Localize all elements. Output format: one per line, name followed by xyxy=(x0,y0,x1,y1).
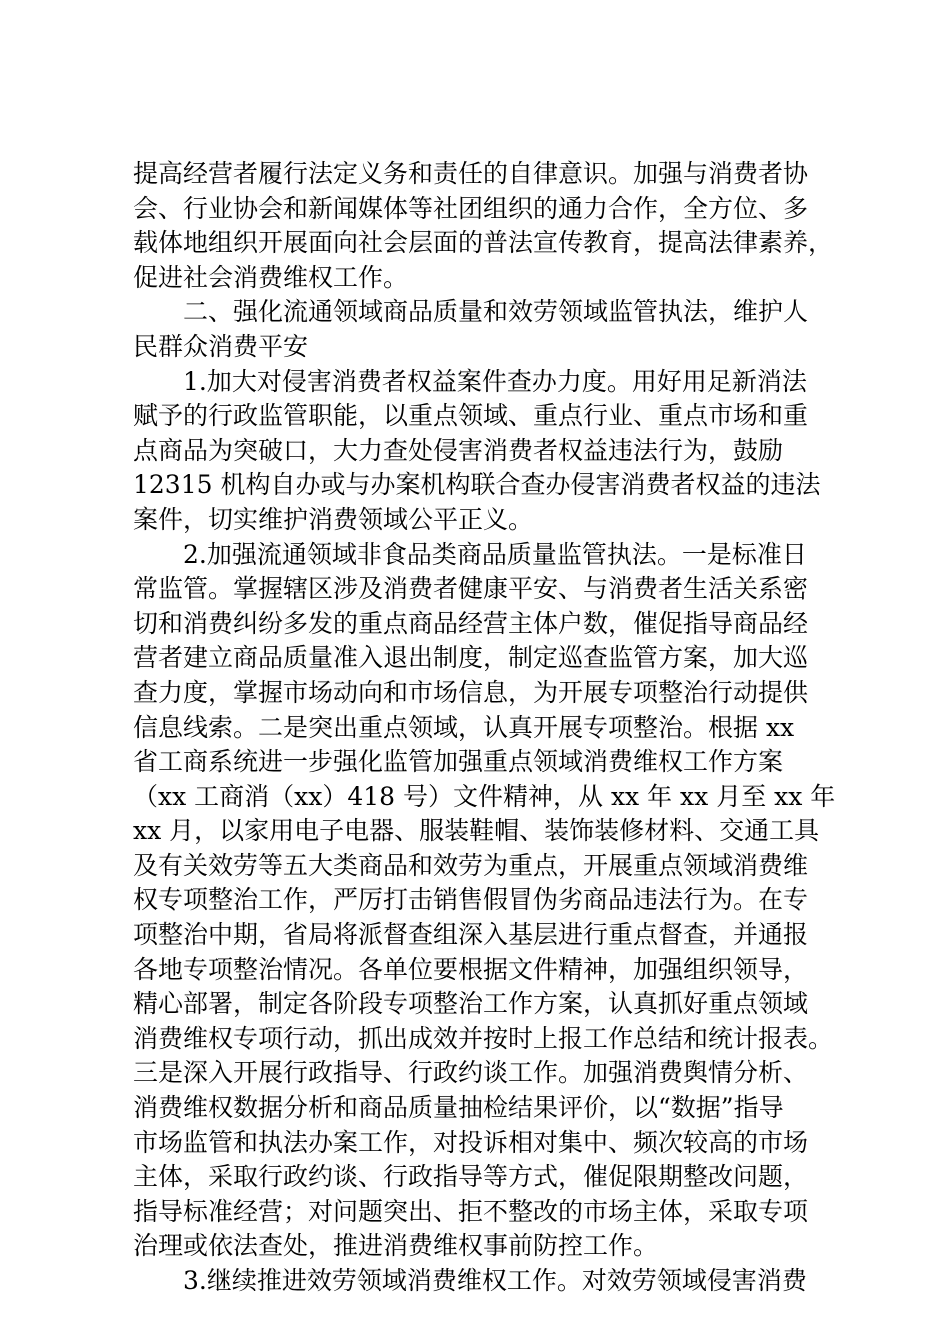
text-line: 营者建立商品质量准入退出制度，制定巡查监管方案，加大巡 xyxy=(133,643,809,673)
text-line: xx 月，以家用电子电器、服装鞋帽、装饰装修材料、交通工具 xyxy=(133,816,820,846)
text-line: 消费维权数据分析和商品质量抽检结果评价，以“数据”指导 xyxy=(133,1093,784,1123)
text-line: 促进社会消费维权工作。 xyxy=(133,262,409,292)
text-line: 会、行业协会和新闻媒体等社团组织的通力合作，全方位、多 xyxy=(133,193,809,223)
text-line: 案件，切实维护消费领域公平正义。 xyxy=(133,504,534,534)
text-line: 2.加强流通领域非食品类商品质量监管执法。一是标准日 xyxy=(183,539,807,569)
text-line: 常监管。掌握辖区涉及消费者健康平安、与消费者生活关系密 xyxy=(133,574,809,604)
text-line: （xx 工商消（xx）418 号）文件精神，从 xx 年 xx 月至 xx 年 xyxy=(133,781,836,811)
text-line: 二、强化流通领域商品质量和效劳领域监管执法，维护人 xyxy=(183,297,809,327)
text-line: 12315 机构自办或与办案机构联合查办侵害消费者权益的违法 xyxy=(133,470,821,500)
text-line: 民群众消费平安 xyxy=(133,331,309,361)
text-line: 提高经营者履行法定义务和责任的自律意识。加强与消费者协 xyxy=(133,159,809,188)
text-line: 点商品为突破口，大力查处侵害消费者权益违法行为，鼓励 xyxy=(133,435,784,465)
text-line: 赋予的行政监管职能，以重点领域、重点行业、重点市场和重 xyxy=(133,401,809,431)
text-line: 及有关效劳等五大类商品和效劳为重点，开展重点领域消费维 xyxy=(133,850,809,880)
text-line: 查力度，掌握市场动向和市场信息，为开展专项整治行动提供 xyxy=(133,677,809,707)
text-line: 消费维权专项行动，抓出成效并按时上报工作总结和统计报表。 xyxy=(133,1023,834,1053)
text-line: 各地专项整治情况。各单位要根据文件精神，加强组织领导， xyxy=(133,954,809,984)
text-line: 治理或依法查处，推进消费维权事前防控工作。 xyxy=(133,1231,659,1261)
text-line: 精心部署，制定各阶段专项整治工作方案，认真抓好重点领域 xyxy=(133,989,809,1019)
text-line: 指导标准经营；对问题突出、拒不整改的市场主体，采取专项 xyxy=(133,1196,809,1226)
text-line: 权专项整治工作，严厉打击销售假冒伪劣商品违法行为。在专 xyxy=(133,885,809,915)
text-line: 主体，采取行政约谈、行政指导等方式，催促限期整改问题， xyxy=(133,1162,809,1192)
text-line: 信息线索。二是突出重点领域，认真开展专项整治。根据 xx xyxy=(133,712,795,742)
text-line: 1.加大对侵害消费者权益案件查办力度。用好用足新消法 xyxy=(183,366,807,396)
document-body xyxy=(133,157,836,1299)
text-line: 3.继续推进效劳领域消费维权工作。对效劳领域侵害消费 xyxy=(183,1266,807,1295)
text-line: 市场监管和执法办案工作，对投诉相对集中、频次较高的市场 xyxy=(133,1127,809,1157)
text-line: 切和消费纠纷多发的重点商品经营主体户数，催促指导商品经 xyxy=(133,608,809,638)
text-line: 项整治中期，省局将派督查组深入基层进行重点督查，并通报 xyxy=(133,920,809,950)
text-line: 载体地组织开展面向社会层面的普法宣传教育，提高法律素养， xyxy=(133,228,834,258)
text-line: 三是深入开展行政指导、行政约谈工作。加强消费舆情分析、 xyxy=(133,1058,809,1088)
text-line: 省工商系统进一步强化监管加强重点领域消费维权工作方案 xyxy=(133,747,784,777)
